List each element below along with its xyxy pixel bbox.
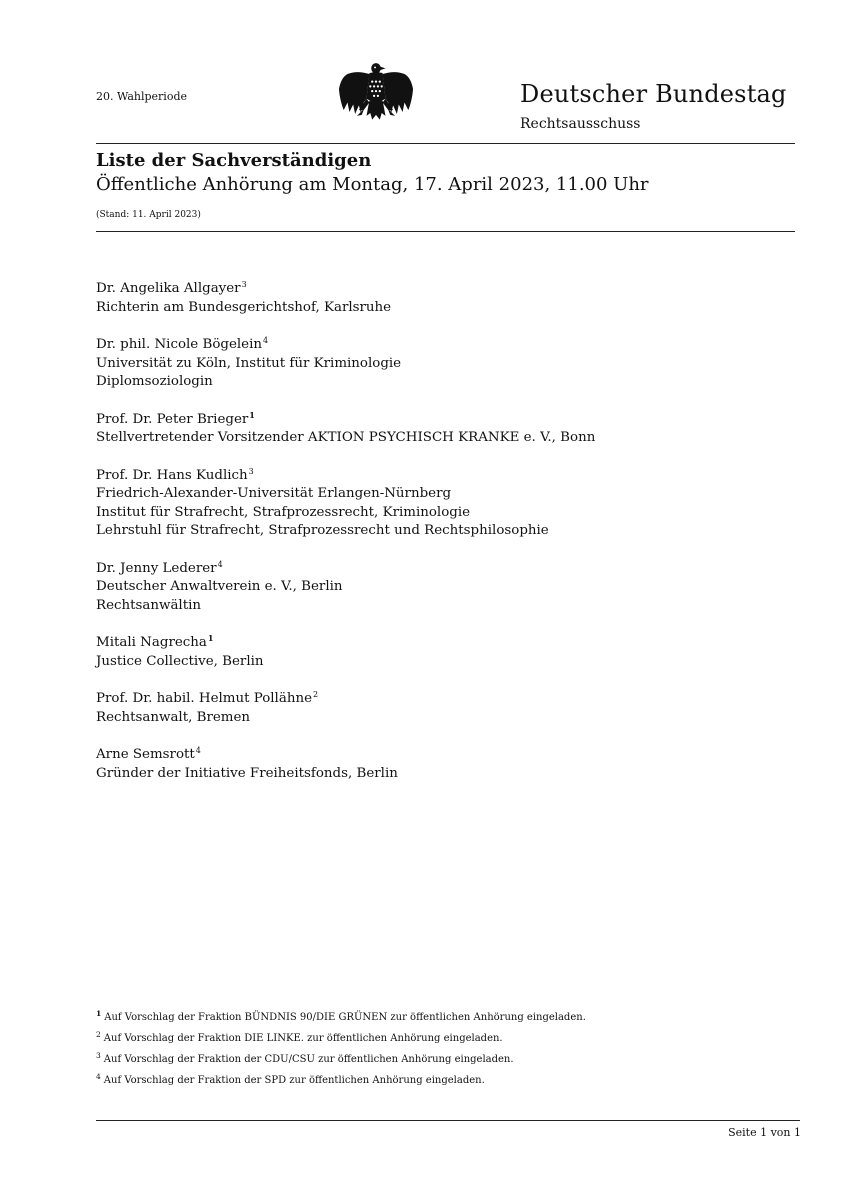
- footnote-text: Auf Vorschlag der Fraktion BÜNDNIS 90/DIE GRÜNEN zur öffentlichen Anhörung eingeladen.: [104, 1012, 586, 1023]
- footnote-ref: 4: [263, 336, 269, 345]
- footnote-mark: 2: [96, 1030, 101, 1039]
- expert-name: Prof. Dr. habil. Helmut Pollähne: [96, 691, 312, 706]
- footnote-text: Auf Vorschlag der Fraktion der CDU/CSU zur öffentlichen Anhörung eingeladen.: [103, 1054, 514, 1065]
- expert-affiliation: Richterin am Bundesgerichtshof, Karlsruhe: [96, 299, 392, 315]
- footnote-ref: 4: [217, 559, 223, 569]
- expert-name: Prof. Dr. Peter Brieger: [96, 411, 249, 427]
- footnote: [96, 1009, 796, 1024]
- footnote-ref: 1: [249, 409, 255, 420]
- expert-name: Prof. Dr. Hans Kudlich: [96, 467, 248, 483]
- footnote-ref: 4: [195, 746, 201, 755]
- footnote-text: Auf Vorschlag der Fraktion DIE LINKE. zur öffentlichen Anhörung eingeladen.: [103, 1033, 503, 1044]
- expert-affiliation: Friedrich-Alexander-Universität Erlangen-Nürnberg: [96, 486, 452, 501]
- footnote: [96, 1072, 796, 1087]
- footnote: [96, 1030, 796, 1045]
- footer-divider: [96, 1120, 800, 1121]
- expert-name: Arne Semsrott: [96, 747, 195, 762]
- expert-affiliation: Stellvertretender Vorsitzender AKTION PSYCHISCH KRANKE e. V., Bonn: [96, 430, 596, 445]
- footnote-text: Auf Vorschlag der Fraktion der SPD zur öffentlichen Anhörung eingeladen.: [103, 1075, 485, 1086]
- footnote-mark: 3: [96, 1051, 101, 1060]
- footnote-ref: 2: [313, 690, 319, 699]
- expert-affiliation: Lehrstuhl für Strafrecht, Strafprozessrecht und Rechtsphilosophie: [96, 523, 549, 538]
- expert-affiliation: Justice Collective, Berlin: [96, 653, 264, 669]
- expert-entry: [96, 560, 796, 616]
- expert-affiliation: Rechtsanwältin: [96, 597, 202, 613]
- federal-eagle-icon: [338, 60, 414, 128]
- expert-entry: [96, 336, 796, 392]
- expert-name: Dr. Jenny Lederer: [96, 560, 217, 576]
- expert-affiliation: Universität zu Köln, Institut für Kriminologie: [96, 355, 402, 371]
- expert-affiliation: Deutscher Anwaltverein e. V., Berlin: [96, 579, 343, 594]
- expert-affiliation: Institut für Strafrecht, Strafprozessrecht, Kriminologie: [96, 504, 471, 520]
- footnotes: [96, 1009, 796, 1096]
- organization-name: Deutscher Bundestag: [520, 80, 787, 108]
- expert-affiliation: Diplomsoziologin: [96, 374, 213, 389]
- footnote-mark: 1: [96, 1009, 102, 1018]
- footnote-mark: 4: [96, 1072, 101, 1081]
- expert-name: Dr. Angelika Allgayer: [96, 281, 241, 296]
- document-title: Liste der Sachverständigen: [96, 150, 372, 171]
- footnote-ref: 3: [241, 280, 247, 289]
- expert-list: [96, 280, 796, 802]
- document-subtitle: Öffentliche Anhörung am Montag, 17. April 2023, 11.00 Uhr: [96, 174, 649, 195]
- expert-affiliation: Rechtsanwalt, Bremen: [96, 709, 251, 725]
- expert-entry: [96, 690, 796, 727]
- footnote-ref: 1: [207, 633, 214, 643]
- footnote-ref: 3: [248, 466, 254, 476]
- title-divider: [96, 231, 795, 232]
- expert-name: Dr. phil. Nicole Bögelein: [96, 337, 262, 352]
- expert-affiliation: Gründer der Initiative Freiheitsfonds, Berlin: [96, 765, 398, 781]
- committee-name: Rechtsausschuss: [520, 116, 641, 132]
- footnote: [96, 1051, 796, 1066]
- expert-entry: [96, 746, 796, 783]
- legislative-period: 20. Wahlperiode: [96, 90, 188, 103]
- expert-name: Mitali Nagrecha: [96, 635, 207, 650]
- expert-entry: [96, 467, 796, 541]
- document-stand-date: (Stand: 11. April 2023): [96, 210, 201, 220]
- header-divider: [96, 143, 795, 144]
- expert-entry: [96, 280, 796, 317]
- expert-entry: [96, 411, 796, 448]
- expert-entry: [96, 634, 796, 671]
- page-number: Seite 1 von 1: [728, 1126, 801, 1139]
